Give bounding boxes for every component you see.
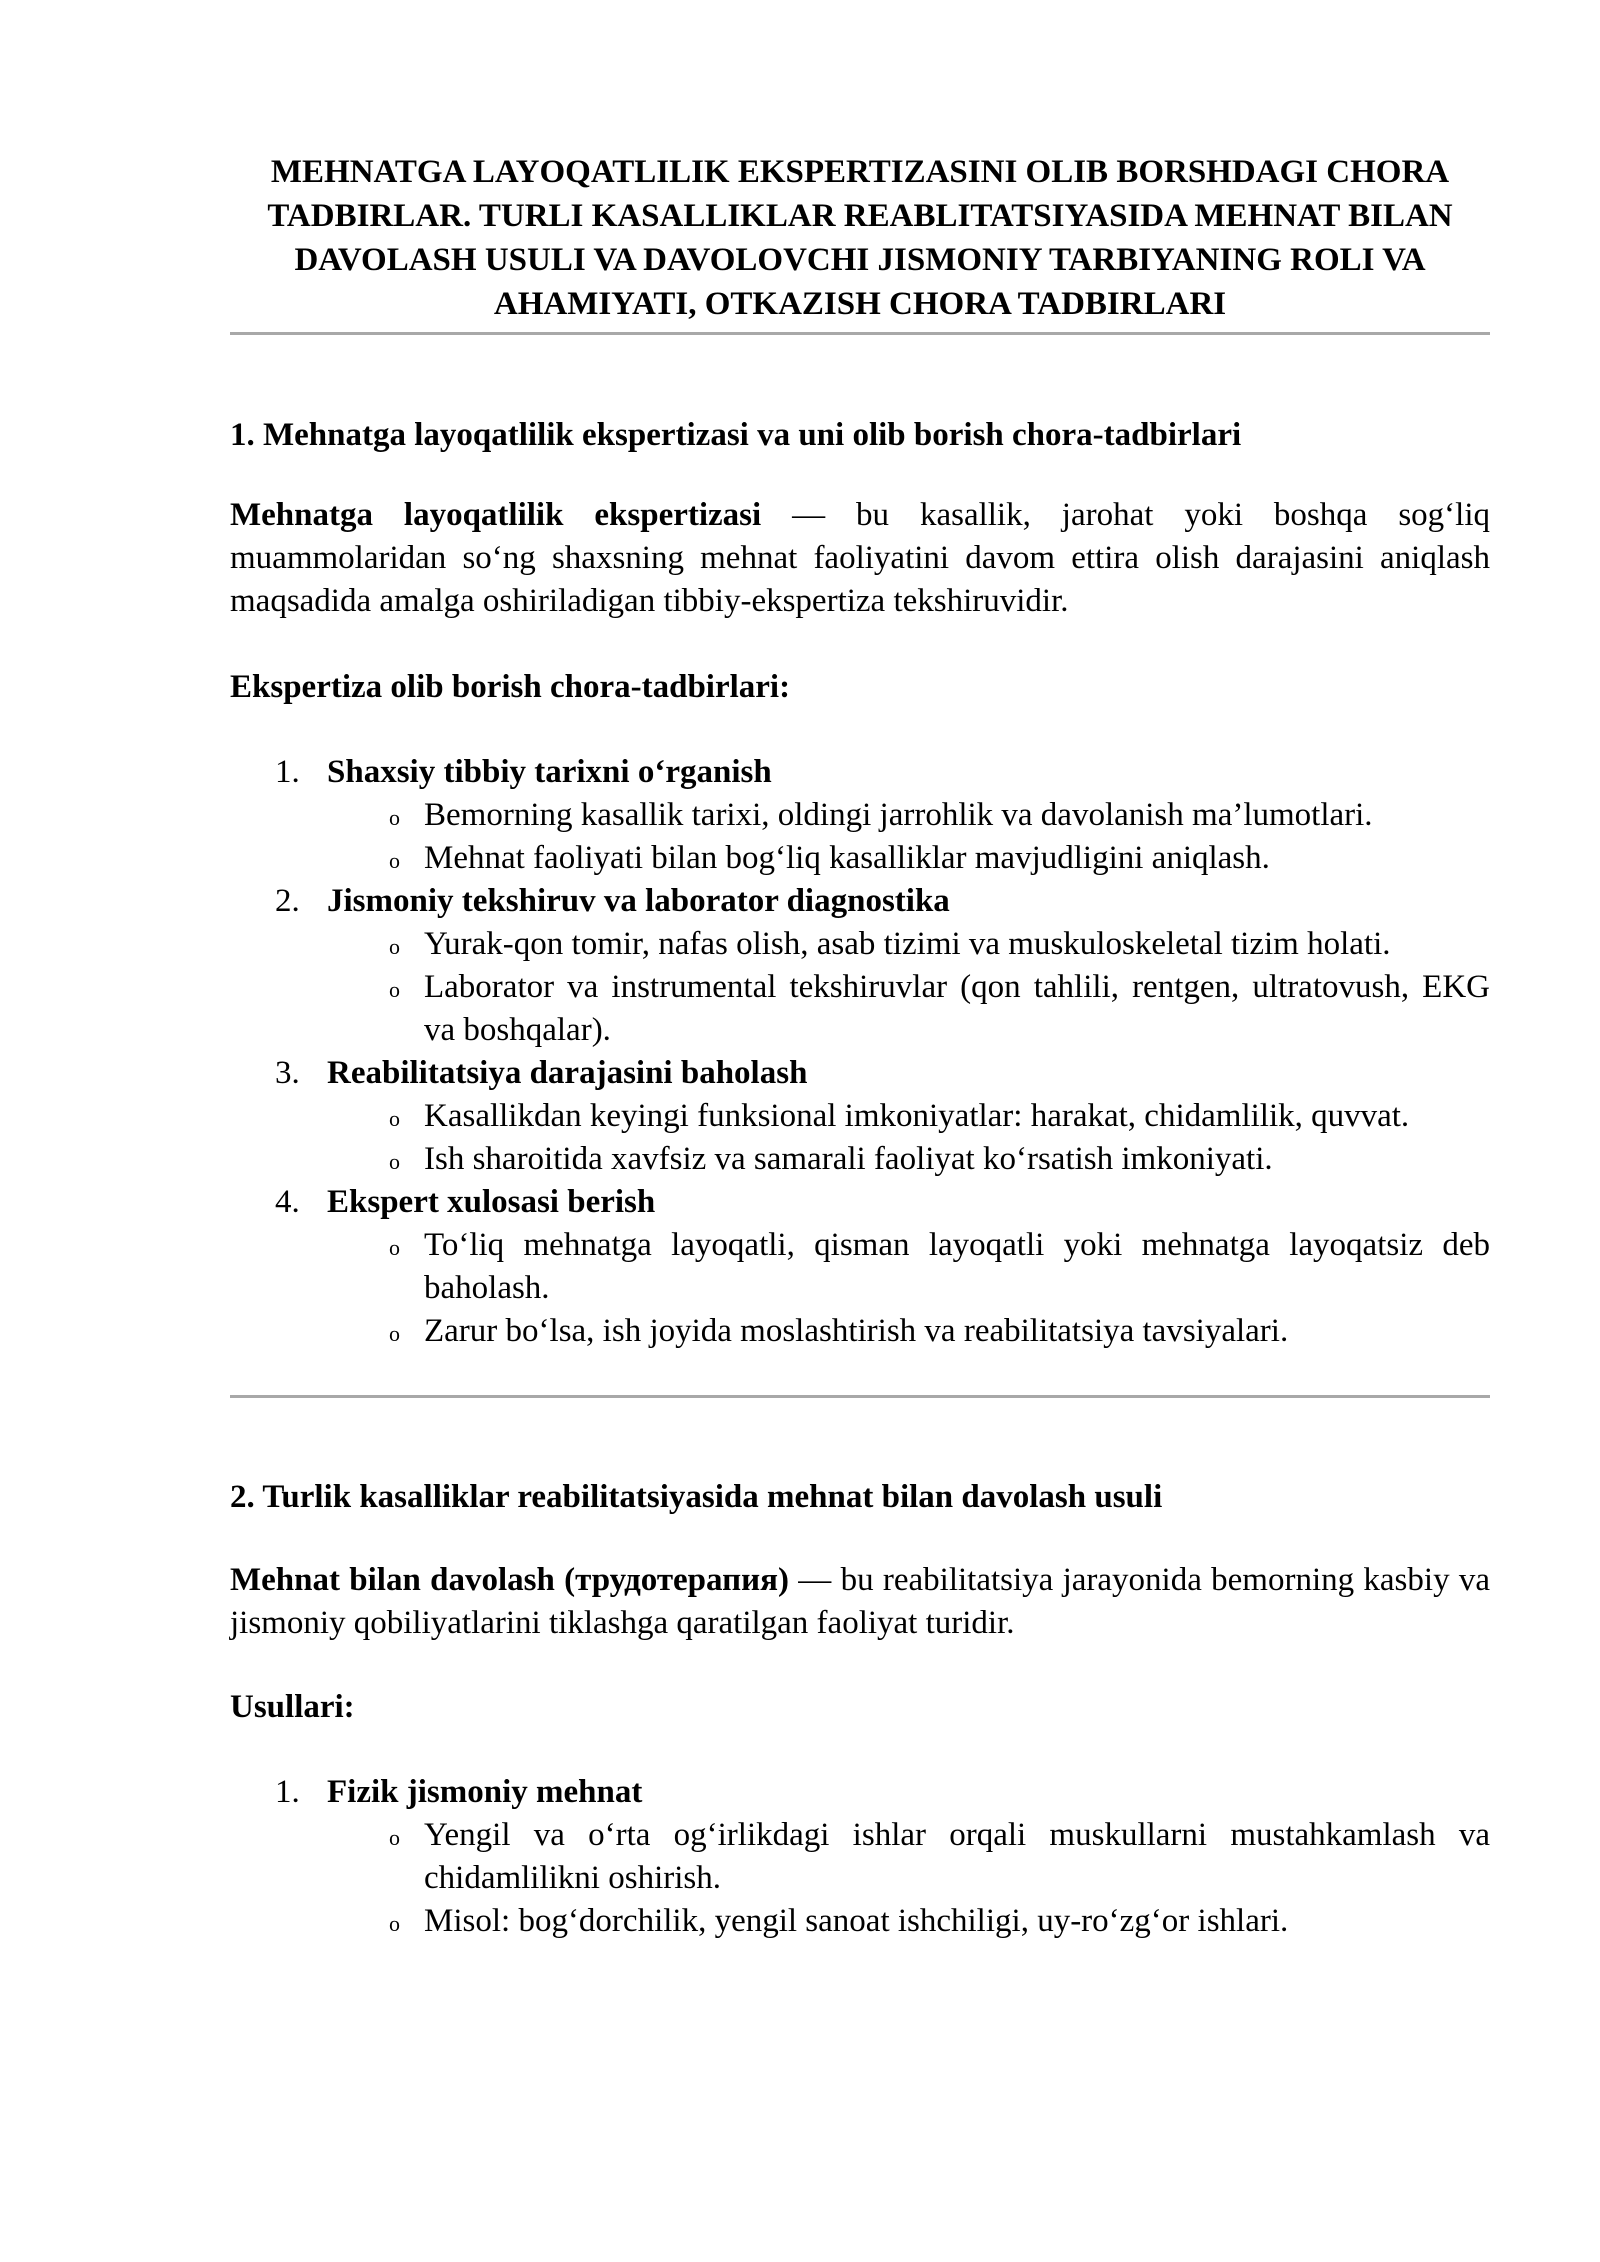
list-item-title: Jismoniy tekshiruv va laborator diagnostika — [327, 883, 950, 919]
bullet-text: Misol: bog‘dorchilik, yengil sanoat ishchiligi, uy-ro‘zg‘or ishlari. — [424, 1903, 1289, 1939]
bullet-marker: o — [389, 1106, 400, 1131]
sub-bullet-list — [327, 1224, 1490, 1353]
bullet-text: Zarur bo‘lsa, ish joyida moslashtirish va reabilitatsiya tavsiyalari. — [424, 1313, 1289, 1349]
bullet-item — [327, 837, 1490, 880]
bullet-text: Ish sharoitida xavfsiz va samarali faoliyat ko‘rsatish imkoniyati. — [424, 1141, 1273, 1177]
bullet-item — [327, 1138, 1490, 1181]
list-item — [230, 1052, 1490, 1181]
bullet-text: Laborator va instrumental tekshiruvlar (qon tahlili, rentgen, ultratovush, EKG va boshqalar). — [424, 969, 1490, 1048]
list-item — [230, 1771, 1490, 1943]
bullet-marker: o — [389, 1911, 400, 1936]
bullet-marker: o — [389, 977, 400, 1002]
section-2-heading: 2. Turlik kasalliklar reabilitatsiyasida mehnat bilan davolash usuli — [230, 1479, 1163, 1515]
bullet-marker: o — [389, 805, 400, 830]
section-1-subheading: Ekspertiza olib borish chora-tadbirlari: — [230, 669, 791, 705]
section-1-heading: 1. Mehnatga layoqatlilik ekspertizasi va uni olib borish chora-tadbirlari — [230, 417, 1242, 453]
list-item-number: 2. — [275, 883, 300, 919]
section-1-steps-list — [230, 751, 1490, 1353]
bullet-item — [327, 923, 1490, 966]
section-1-definition-term: Mehnatga layoqatlilik ekspertizasi — [230, 497, 762, 533]
sub-bullet-list — [327, 794, 1490, 880]
bullet-item — [327, 794, 1490, 837]
bullet-marker: o — [389, 1235, 400, 1260]
bullet-text: Yengil va o‘rta og‘irlikdagi ishlar orqali muskullarni mustahkamlash va chidamlilikni oshirish. — [424, 1817, 1490, 1896]
section-2-subheading: Usullari: — [230, 1689, 355, 1725]
bullet-text: Kasallikdan keyingi funksional imkoniyatlar: harakat, chidamlilik, quvvat. — [424, 1098, 1410, 1134]
list-item — [230, 751, 1490, 880]
bullet-text: Yurak-qon tomir, nafas olish, asab tizimi va muskuloskeletal tizim holati. — [424, 926, 1391, 962]
bullet-item — [327, 966, 1490, 1052]
section-2-definition — [230, 1559, 1490, 1645]
list-item-number: 4. — [275, 1184, 300, 1220]
bullet-marker: o — [389, 934, 400, 959]
sub-bullet-list — [327, 1814, 1490, 1943]
section-1-definition-text: — bu kasallik, jarohat yoki boshqa sog‘liq muammolaridan so‘ng shaxsning mehnat faoliyatini davom ettira olish darajasini aniqlash maqsadida amalga oshiriladigan tibbiy-ekspertiza tekshiruvidir. — [230, 497, 1490, 619]
bullet-text: Mehnat faoliyati bilan bog‘liq kasalliklar mavjudligini aniqlash. — [424, 840, 1270, 876]
bullet-marker: o — [389, 1825, 400, 1850]
list-item-title: Fizik jismoniy mehnat — [327, 1774, 643, 1810]
list-item — [230, 1181, 1490, 1353]
bullet-item — [327, 1900, 1490, 1943]
sub-bullet-list — [327, 1095, 1490, 1181]
section-2-definition-text: — bu reabilitatsiya jarayonida bemorning kasbiy va jismoniy qobiliyatlarini tiklashga qaratilgan faoliyat turidir. — [230, 1562, 1491, 1641]
document-page — [230, 150, 1490, 1943]
bullet-marker: o — [389, 1149, 400, 1174]
bullet-item — [327, 1095, 1490, 1138]
bullet-marker: o — [389, 848, 400, 873]
bullet-text: To‘liq mehnatga layoqatli, qisman layoqatli yoki mehnatga layoqatsiz deb baholash. — [424, 1227, 1490, 1306]
bullet-item — [327, 1814, 1490, 1900]
list-item-number: 3. — [275, 1055, 300, 1091]
title-divider — [230, 332, 1490, 335]
bullet-text: Bemorning kasallik tarixi, oldingi jarrohlik va davolanish ma’lumotlari. — [424, 797, 1373, 833]
section-1-definition — [230, 494, 1490, 623]
section-divider — [230, 1395, 1490, 1398]
list-item-title: Reabilitatsiya darajasini baholash — [327, 1055, 808, 1091]
document-title: MEHNATGA LAYOQATLILIK EKSPERTIZASINI OLIB BORSHDAGI CHORA TADBIRLAR. TURLI KASALLIKLAR REABLITATSIYASIDA MEHNAT BILAN DAVOLASH USULI VA DAVOLOVCHI JISMONIY TARBIYANING ROLI VA AHAMIYATI, OTKAZISH CHORA TADBIRLARI — [267, 154, 1453, 322]
section-2-definition-term: Mehnat bilan davolash (трудотерапия) — [230, 1562, 789, 1598]
list-item-title: Shaxsiy tibbiy tarixni o‘rganish — [327, 754, 772, 790]
section-2-steps-list — [230, 1771, 1490, 1943]
list-item-number: 1. — [275, 754, 300, 790]
sub-bullet-list — [327, 923, 1490, 1052]
bullet-item — [327, 1310, 1490, 1353]
bullet-item — [327, 1224, 1490, 1310]
list-item-number: 1. — [275, 1774, 300, 1810]
bullet-marker: o — [389, 1321, 400, 1346]
list-item — [230, 880, 1490, 1052]
list-item-title: Ekspert xulosasi berish — [327, 1184, 656, 1220]
